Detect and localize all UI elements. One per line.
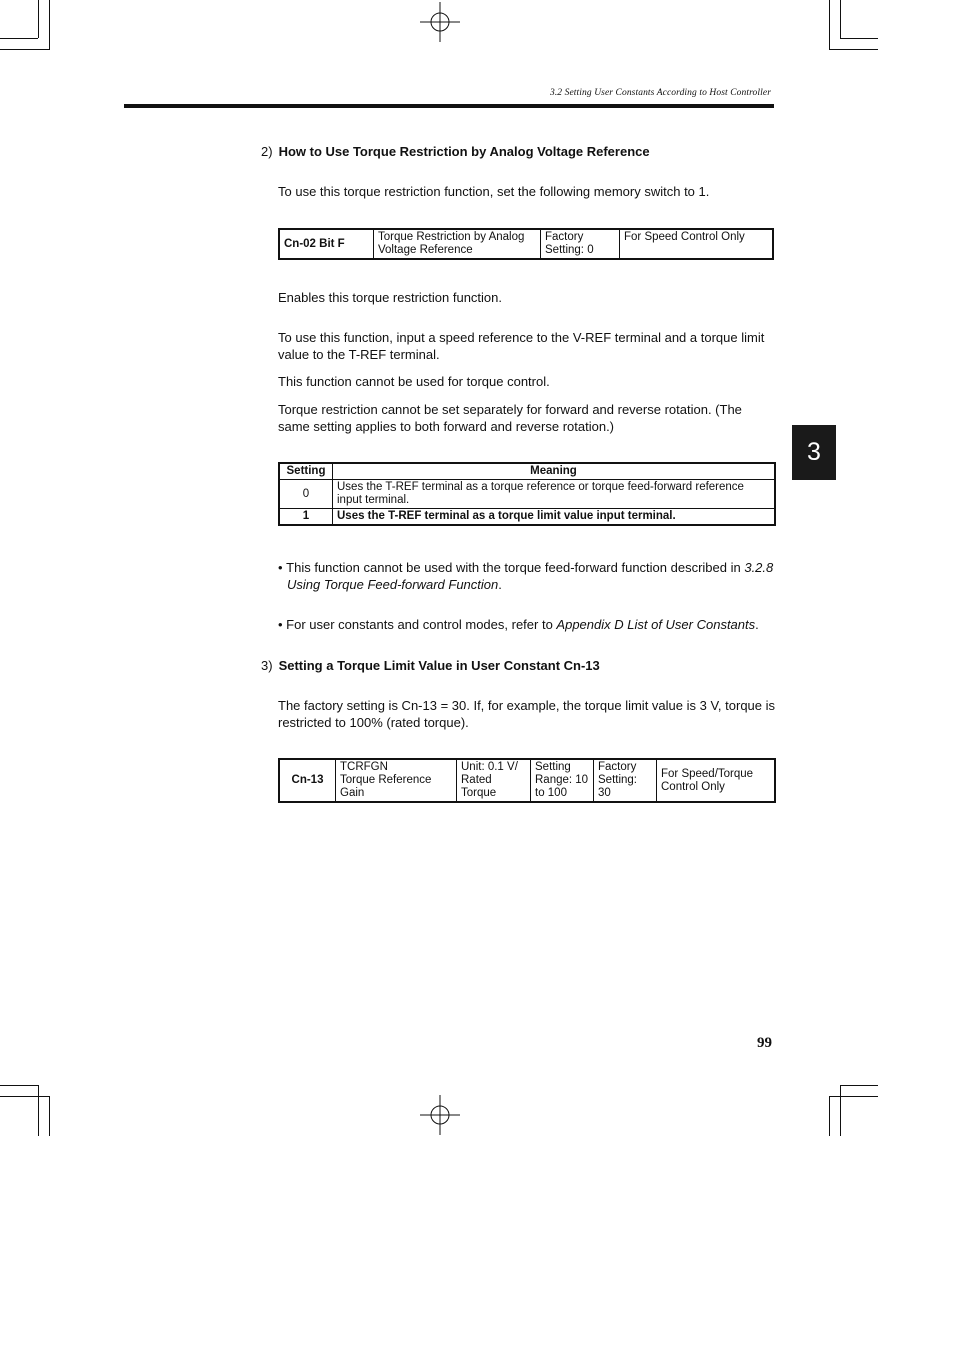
registration-mark-bottom — [420, 1095, 460, 1135]
switch-key: Cn-02 Bit F — [279, 229, 374, 259]
bullet-1-ref: 3.2.8 Using Torque Feed-forward Function — [287, 560, 774, 592]
table-row — [279, 229, 773, 259]
section-2-heading — [261, 144, 650, 159]
switch-name: Torque Restriction by Analog Voltage Reference — [374, 229, 541, 259]
setting-meaning: Uses the T-REF terminal as a torque reference or torque feed-forward reference input terminal. — [333, 480, 776, 509]
bullet-1-end: . — [498, 576, 502, 592]
constant-range: Setting Range: 10 to 100 — [531, 759, 594, 802]
switch-factory: Factory Setting: 0 — [541, 229, 620, 259]
chapter-tab: 3 — [792, 425, 836, 480]
switch-mode: For Speed Control Only — [620, 229, 774, 259]
section-2-number: 2) — [261, 144, 273, 159]
bullet-2-end: . — [755, 617, 759, 632]
page-number: 99 — [757, 1035, 772, 1051]
para-cannot: This function cannot be used for torque control. — [278, 374, 550, 389]
setting-value: 0 — [279, 480, 333, 509]
bullet-2-ref: Appendix D List of User Constants — [556, 617, 756, 632]
section-2-title: How to Use Torque Restriction by Analog Voltage Reference — [278, 144, 650, 159]
para-enables: Enables this torque restriction function. — [278, 290, 503, 305]
constant-factory: Factory Setting: 30 — [594, 759, 657, 802]
setting-meaning-table — [278, 462, 776, 526]
bullet-note-2: • For user constants and control modes, refer to Appendix D List of User Constants. — [278, 617, 759, 632]
registration-mark-top — [420, 2, 460, 42]
para-separate: Torque restriction cannot be set separately for forward and reverse rotation. (The same setting applies to both forward and reverse rotation.) — [278, 402, 742, 434]
constant-name-cell — [336, 759, 457, 802]
setting-value: 1 — [279, 509, 333, 526]
memory-switch-table — [278, 228, 774, 260]
section-3-title: Setting a Torque Limit Value in User Constant Cn-13 — [278, 658, 600, 673]
constant-unit: Unit: 0.1 V/ Rated Torque — [457, 759, 531, 802]
table-row — [279, 759, 775, 802]
user-constant-table — [278, 758, 776, 803]
header-meaning: Meaning — [333, 463, 776, 480]
bullet-2-text: For user constants and control modes, refer to — [286, 617, 557, 632]
constant-code: TCRFGN — [340, 761, 388, 773]
constant-mode: For Speed/Torque Control Only — [657, 759, 776, 802]
constant-key: Cn-13 — [279, 759, 336, 802]
running-head: 3.2 Setting User Constants According to Host Controller — [549, 88, 771, 98]
header-rule — [124, 104, 774, 108]
section-2-intro: To use this torque restriction function, set the following memory switch to 1. — [278, 184, 710, 199]
bullet-1-text: This function cannot be used with the torque feed-forward function described in — [286, 560, 745, 575]
para-use: To use this function, input a speed reference to the V-REF terminal and a torque limit value to the T-REF terminal. — [278, 330, 765, 362]
setting-meaning: Uses the T-REF terminal as a torque limit value input terminal. — [333, 509, 776, 526]
section-3-number: 3) — [261, 658, 273, 673]
table-row — [279, 509, 775, 526]
section-3-intro: The factory setting is Cn-13 = 30. If, for example, the torque limit value is 3 V, torque is restricted to 100% (rated torque). — [278, 698, 776, 730]
table-header-row — [279, 463, 775, 480]
table-row — [279, 480, 775, 509]
constant-name: Torque Reference Gain — [340, 774, 432, 799]
header-setting: Setting — [279, 463, 333, 480]
bullet-note-1: • This function cannot be used with the torque feed-forward function described in 3.2.8 Using Torque Feed-forward Function. — [278, 560, 774, 592]
section-3-heading — [261, 658, 600, 673]
